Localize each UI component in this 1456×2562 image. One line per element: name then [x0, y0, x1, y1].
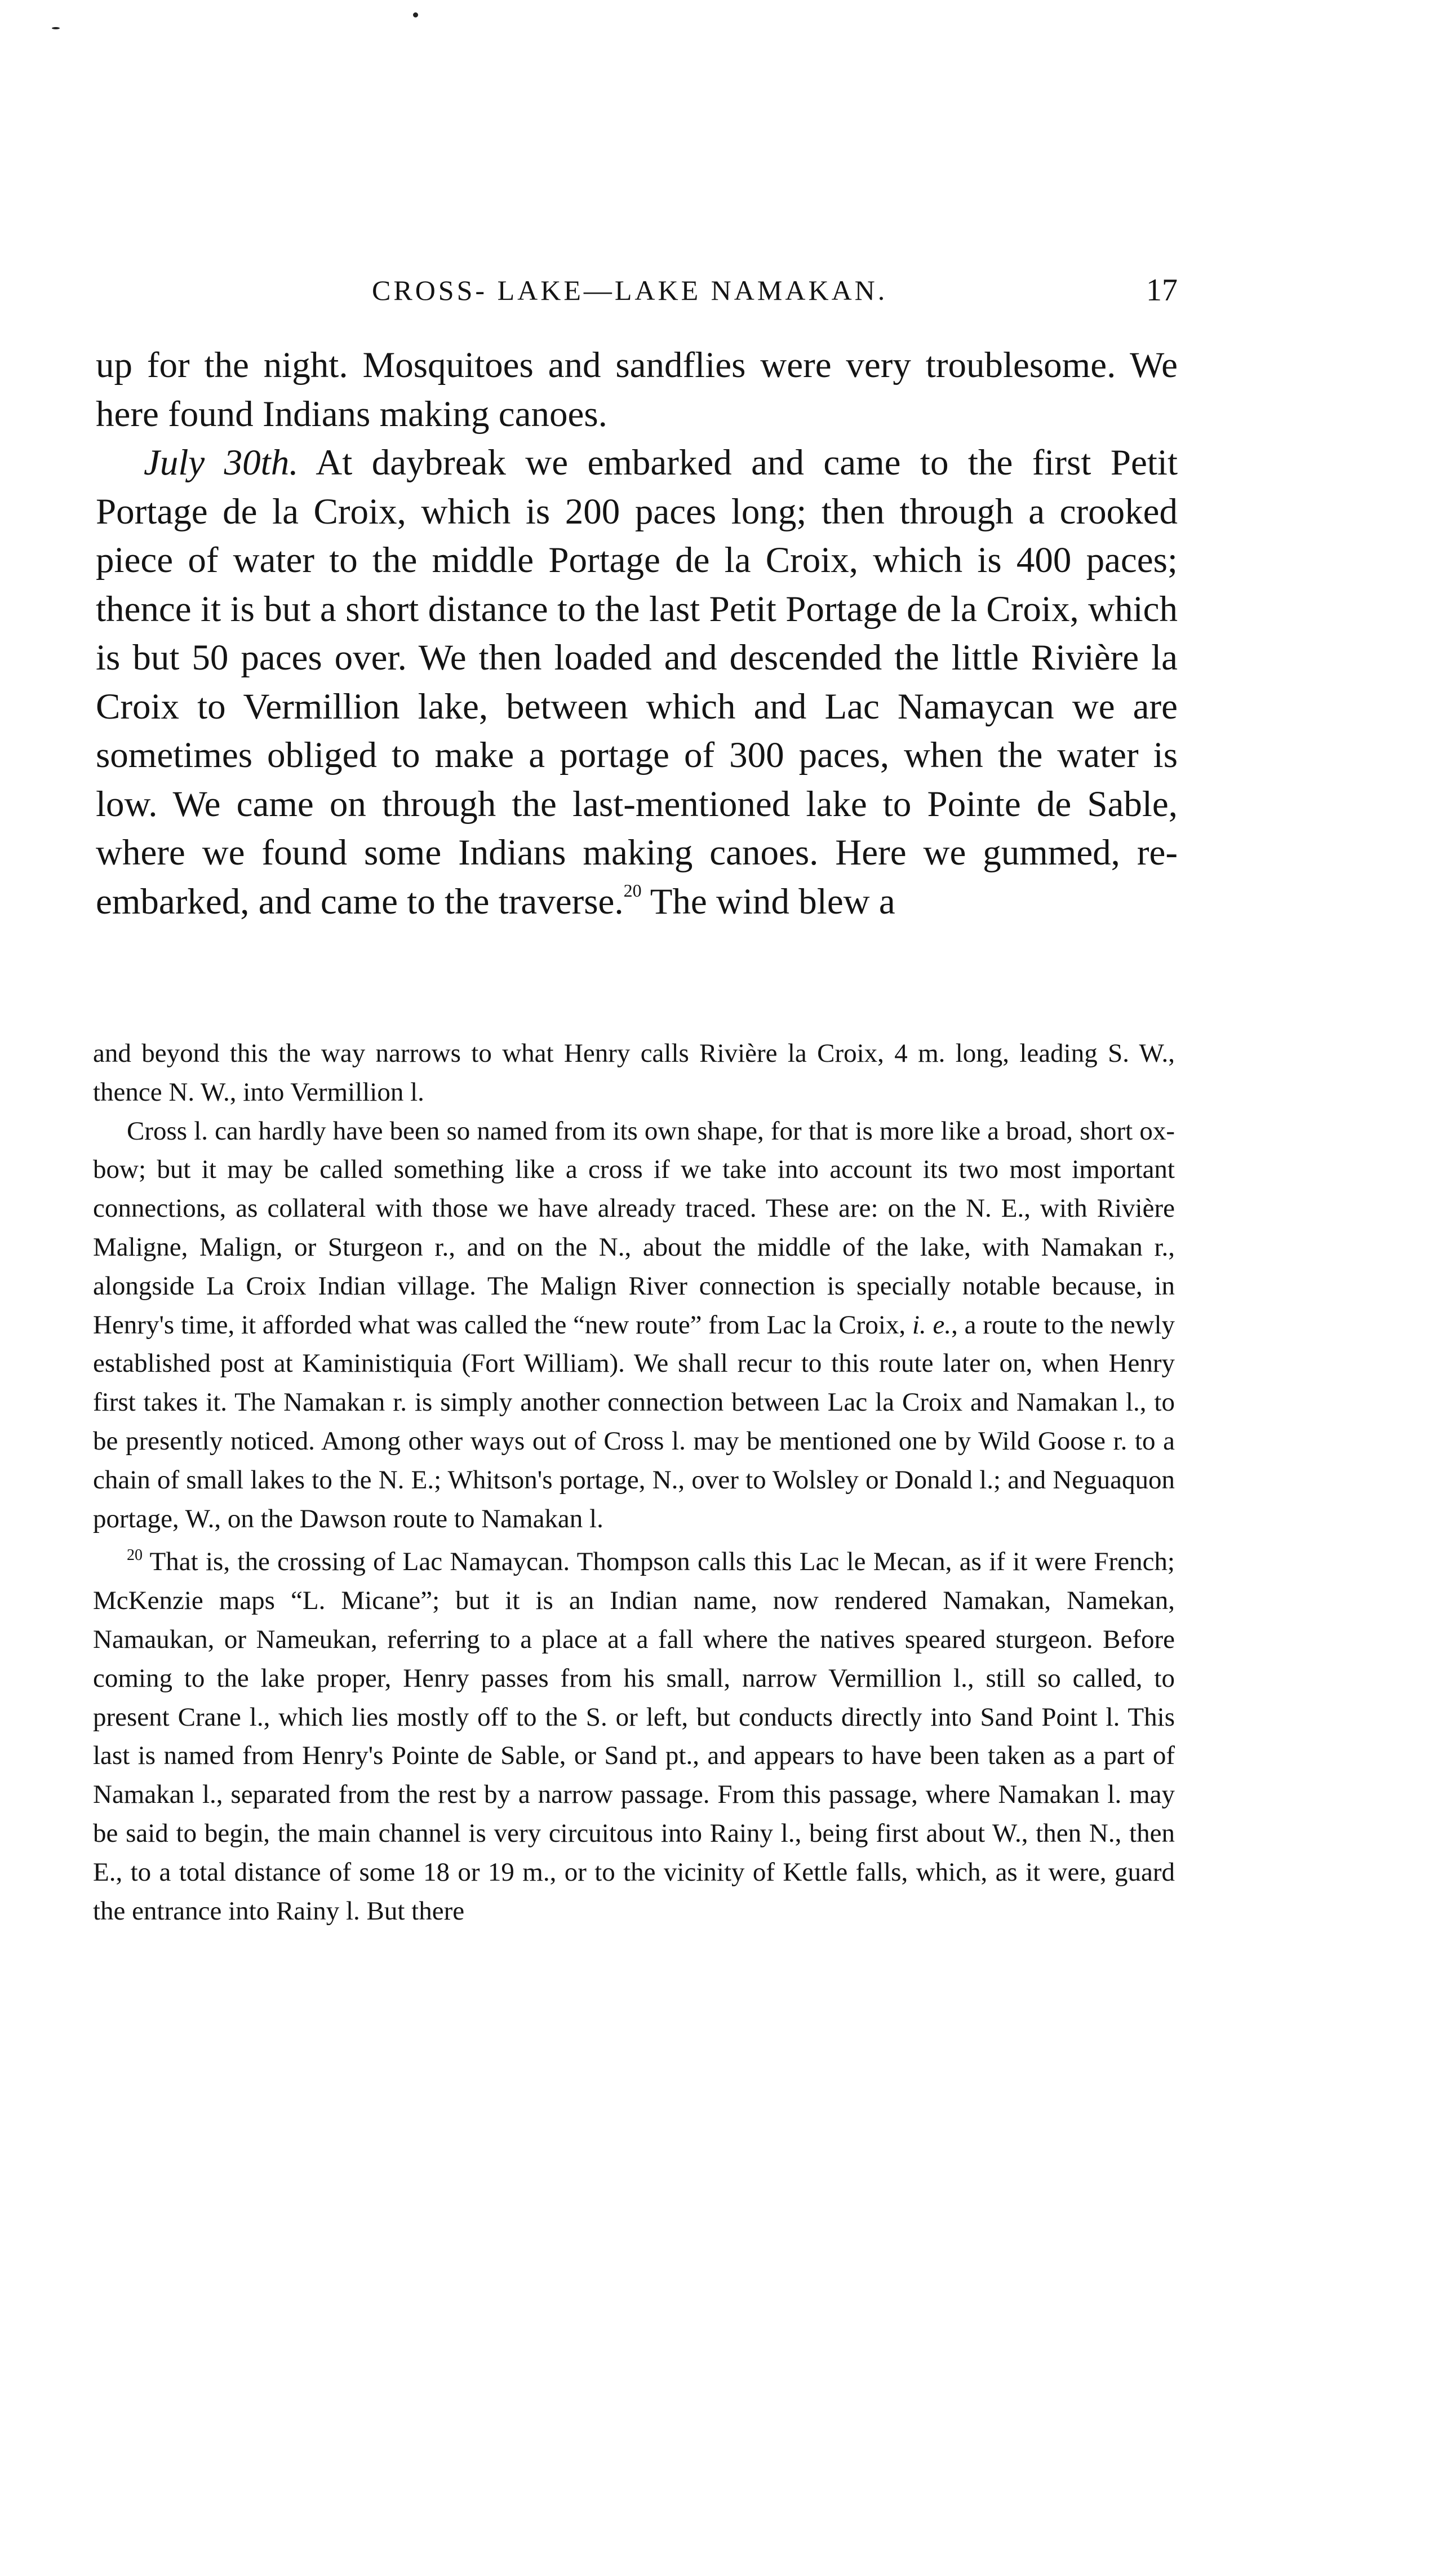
cross-lake-text-2: , a route to the newly established post at Kaministiquia (Fort William). We shall recur to this route later on, when Henry first takes it. The Namakan r. is simply another connection between Lac la Croix and Namakan l., to be presently noticed. Among other ways out of Cross l. may be mentioned one by Wild Goose r. to a chain of small lakes to the N. E.; Whitson's portage, N., over to Wolsley or Donald l.; and Neguaquon portage, W., on the Dawson route to Namakan l. [93, 1310, 1175, 1533]
entry-text: At daybreak we embarked and came to the first Petit Portage de la Croix, which is 200 paces long; then through a crooked piece of water to the middle Portage de la Croix, which is 400 paces; thence it is but a short distance to the last Petit Portage de la Croix, which is but 50 paces over. We then loaded and descended the little Rivière la Croix to Vermillion lake, between which and Lac Namaycan we are sometimes obliged to make a portage of 300 paces, when the water is low. We came on through the last-mentioned lake to Pointe de Sable, where we found some Indians making canoes. Here we gummed, re-embarked, and came to the traverse. [96, 442, 1178, 922]
footnote-20 [93, 1542, 1175, 1930]
entry-date: July 30th. [144, 442, 299, 483]
ie-abbreviation: i. e. [912, 1310, 952, 1340]
continuation-paragraph: up for the night. Mosquitoes and sandflies were very troublesome. We here found Indians making canoes. [96, 345, 1178, 435]
entry-text-end: The wind blew a [641, 881, 895, 922]
cross-lake-text: Cross l. can hardly have been so named from its own shape, for that is more like a broad, short ox-bow; but it may be called something like a cross if we take into account its two most important connections, as collateral with those we have already traced. These are: on the N. E., with Rivière Maligne, Malign, or Sturgeon r., and on the N., about the middle of the lake, with Namakan r., alongside La Croix Indian village. The Malign River connection is specially notable because, in Henry's time, it afforded what was called the “new route” from Lac la Croix, [93, 1116, 1175, 1340]
print-speck [413, 12, 418, 17]
page-header [96, 265, 1178, 316]
footnotes [93, 1034, 1175, 1930]
main-text [96, 341, 1178, 926]
page-number: 17 [1146, 273, 1178, 308]
footnote-cross-lake-paragraph [93, 1112, 1175, 1539]
journal-entry-paragraph [96, 438, 1178, 926]
footnote-number: 20 [127, 1546, 143, 1564]
running-title: CROSS- LAKE—LAKE NAMAKAN. [372, 274, 888, 306]
footnote-continued-paragraph: and beyond this the way narrows to what Henry calls Rivière la Croix, 4 m. long, leading S. W., thence N. W., into Vermillion l. [93, 1039, 1175, 1107]
footnote-reference: 20 [623, 880, 642, 901]
footnote-20-text: That is, the crossing of Lac Namaycan. Thompson calls this Lac le Mecan, as if it were French; McKenzie maps “L. Micane”; but it is an Indian name, now rendered Namakan, Namekan, Namaukan, or Nameukan, referring to a place at a fall where the natives speared sturgeon. Before coming to the lake proper, Henry passes from his small, narrow Vermillion l., still so called, to present Crane l., which lies mostly off to the S. or left, but conducts directly into Sand Point l. This last is named from Henry's Pointe de Sable, or Sand pt., and appears to have been taken as a part of Namakan l., separated from the rest by a narrow passage. From this passage, where Namakan l. may be said to begin, the main channel is very circuitous into Rainy l., being first about W., then N., then E., to a total distance of some 18 or 19 m., or to the vicinity of Kettle falls, which, as it were, guard the entrance into Rainy l. But there [93, 1547, 1175, 1926]
print-speck [52, 27, 60, 29]
